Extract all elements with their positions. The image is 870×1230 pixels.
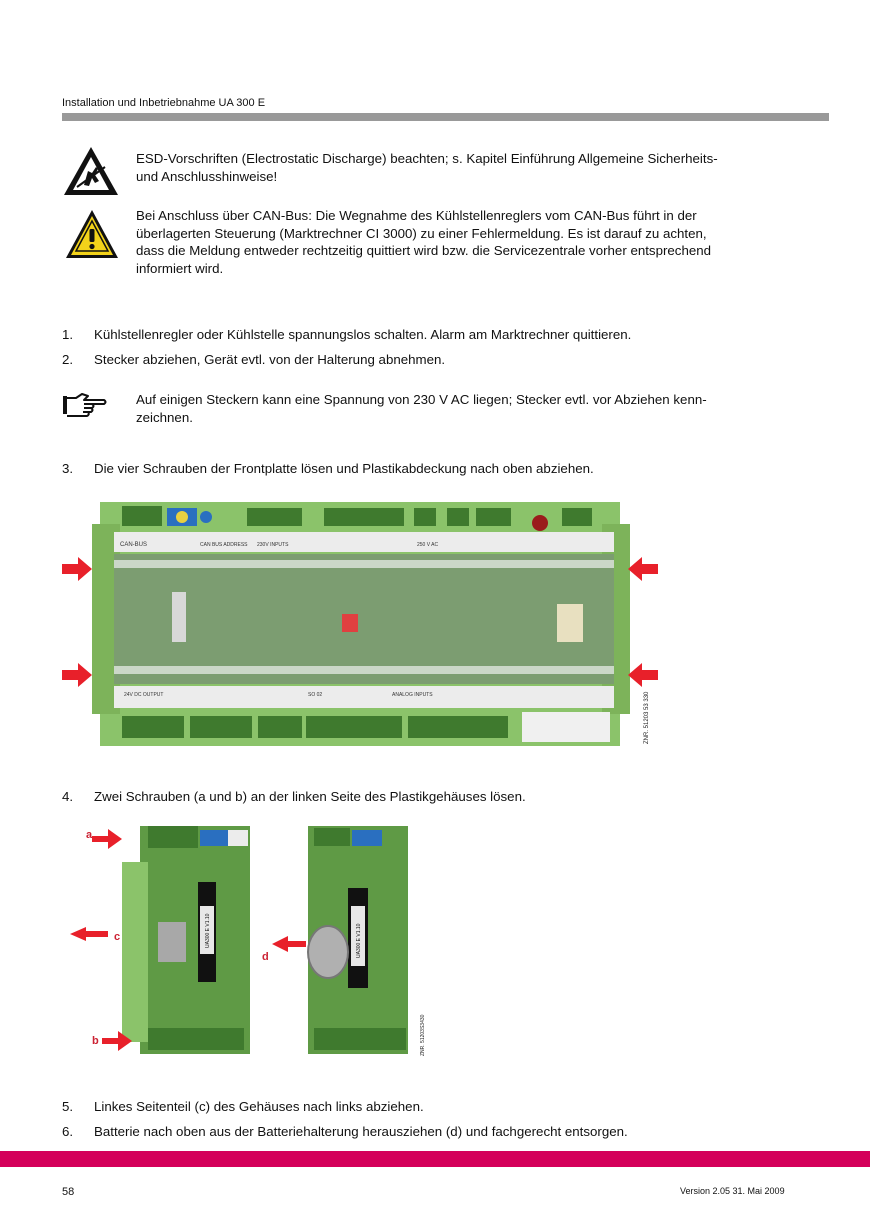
canbus-notice-text [136,207,786,277]
esd-notice-line: und Anschlusshinweise! [136,168,278,184]
footer-accent-band [0,1151,870,1167]
caution-warning-icon [64,208,120,260]
step-text: Stecker abziehen, Gerät evtl. von der Halterung abnehmen. [94,352,446,367]
page-number: 58 [62,1186,75,1198]
step-number: 6. [62,1124,74,1139]
step-text: Zwei Schrauben (a und b) an der linken Seite des Plastikgehäuses lösen. [94,789,526,804]
canbus-notice-line: Bei Anschluss über CAN-Bus: Die Wegnahme des Kühlstellenreglers vom CAN-Bus führt in der [136,208,697,223]
step-text: Die vier Schrauben der Frontplatte lösen und Plastikabdeckung nach oben abziehen. [94,461,594,476]
step-text: Linkes Seitenteil (c) des Gehäuses nach links abziehen. [94,1099,424,1114]
step-text: Kühlstellenregler oder Kühlstelle spannungslos schalten. Alarm am Marktrechner quittieren. [94,327,632,342]
arrow-icon [92,829,122,849]
canbus-notice-line: dass die Meldung entweder rechtzeitig quittiert wird bzw. die Servicezentrale vorher entsprechend [136,243,712,258]
header-divider [62,113,829,121]
callout-d: d [262,951,269,963]
serial-label-2: ZNR. 51203S3430 [420,1014,426,1056]
step-number: 3. [62,461,74,476]
voltage-hint-text [136,391,786,426]
version-info: Version 2.05 31. Mai 2009 [680,1186,785,1196]
arrow-icon [272,936,306,952]
hint-line: Auf einigen Steckern kann eine Spannung von 230 V AC liegen; Stecker evtl. vor Abziehen kenn- [136,392,707,407]
running-header: Installation und Inbetriebnahme UA 300 E [62,97,266,109]
pcb-battery-photo [258,822,438,1058]
step-number: 4. [62,789,74,804]
vac-label: 250 V AC [417,542,439,548]
analog-label: ANALOG INPUTS [392,692,433,698]
esd-warning-icon [62,145,120,197]
callout-c: c [114,931,121,943]
pointing-hand-icon [62,392,108,418]
esd-notice-text [136,150,786,185]
s0-label: SO 02 [308,692,323,698]
callout-b: b [92,1035,99,1047]
serial-label: ZNR. 51203 53 330 [644,691,650,744]
chip-label-left: UA300 E V1.10 [205,913,211,948]
canbus-notice-line: informiert wird. [136,260,224,276]
callout-a: a [86,829,93,841]
hint-line: zeichnen. [136,409,193,425]
chip-label-right: UA300 E V1.10 [356,923,362,958]
address-label: CAN BUS ADDRESS [200,542,248,548]
controller-front-photo [62,494,662,750]
canbus-label: CAN-BUS [120,542,148,548]
step-text: Batterie nach oben aus der Batteriehalterung herausziehen (d) und fachgerecht entsorgen. [94,1124,628,1139]
inputs-label: 230V INPUTS [257,542,289,548]
step-number: 5. [62,1099,74,1114]
housing-side-photo [62,822,252,1058]
arrow-icon [70,927,108,941]
output-label: 24V DC OUTPUT [124,692,164,698]
esd-notice-line: ESD-Vorschriften (Electrostatic Discharge) beachten; s. Kapitel Einführung Allgemeine Sicherheits- [136,151,718,166]
step-number: 1. [62,327,74,342]
canbus-notice-line: überlagerten Steuerung (Marktrechner CI 3000) zu einer Fehlermeldung. Es ist darauf zu achten, [136,225,707,241]
step-number: 2. [62,352,74,367]
